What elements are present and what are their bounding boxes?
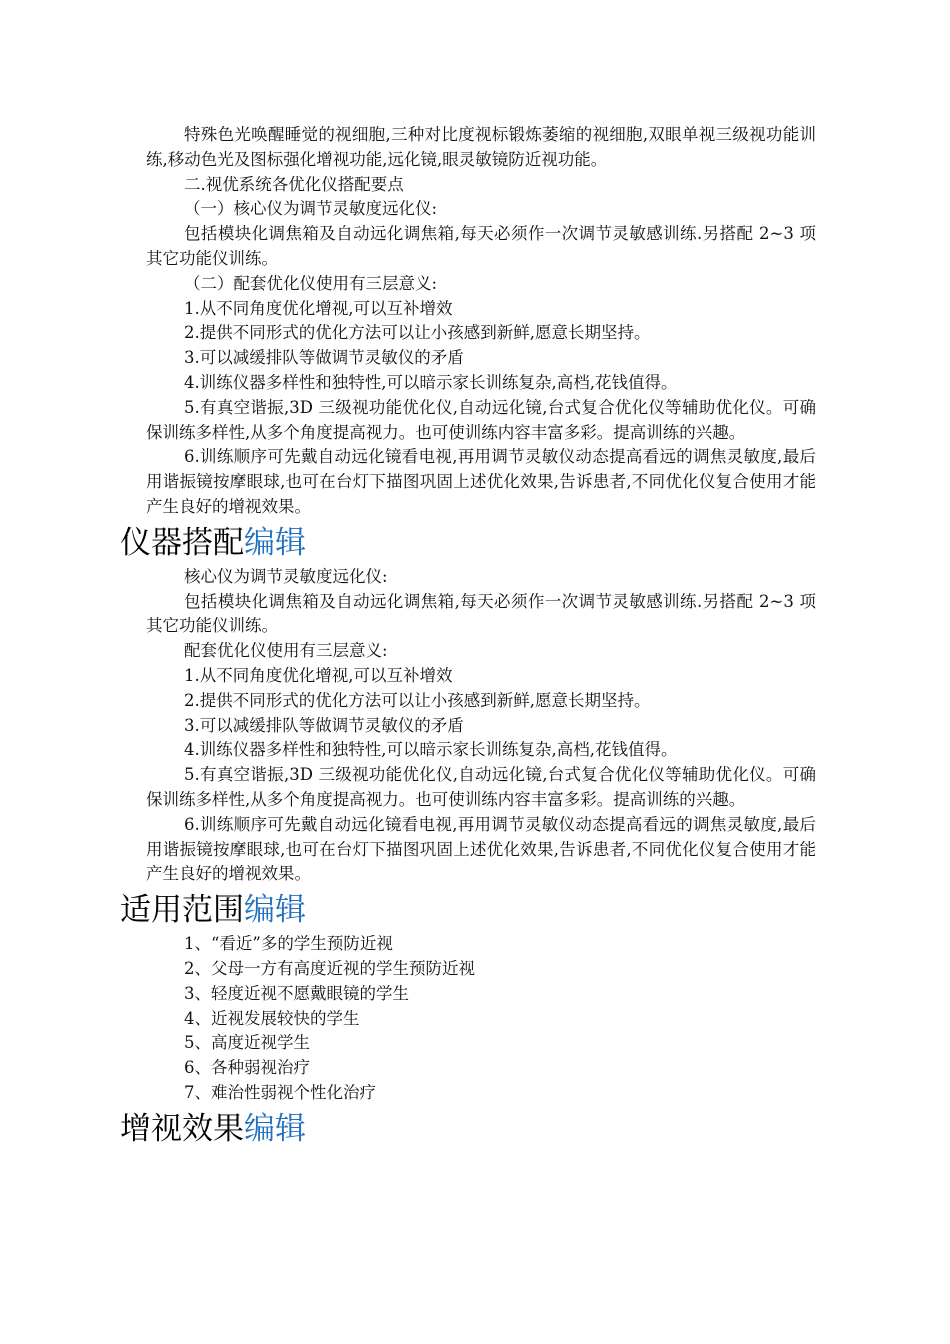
equipment-point: 6.训练顺序可先戴自动远化镜看电视,再用调节灵敏仪动态提高看远的调焦灵敏度,最后用谐振镜按摩眼球,也可在台灯下描图巩固上述优化效果,告诉患者,不同优化仪复合使用才能产生良好的增视效果。	[146, 814, 816, 884]
scope-item: 1、“看近”多的学生预防近视	[184, 934, 393, 954]
equipment-point: 4.训练仪器多样性和独特性,可以暗示家长训练复杂,高档,花钱值得。	[184, 740, 678, 760]
intro-item1-body: 包括模块化调焦箱及自动远化调焦箱,每天必须作一次调节灵敏感训练.另搭配 2~3 项其它功能仪训练。	[146, 224, 816, 268]
equipment-point: 3.可以减缓排队等做调节灵敏仪的矛盾	[184, 715, 464, 735]
document-content	[120, 123, 816, 1151]
edit-link[interactable]: 编辑	[244, 892, 306, 929]
scope-item: 3、轻度近视不愿戴眼镜的学生	[184, 983, 409, 1003]
intro-paragraph: 特殊色光唤醒睡觉的视细胞,三种对比度视标锻炼萎缩的视细胞,双眼单视三级视功能训练,移动色光及图标强化增视功能,远化镜,眼灵敏镜防近视功能。	[146, 125, 816, 169]
section-title: 仪器搭配	[120, 524, 244, 561]
intro-point: 2.提供不同形式的优化方法可以让小孩感到新鲜,愿意长期坚持。	[184, 323, 651, 343]
intro-point: 4.训练仪器多样性和独特性,可以暗示家长训练复杂,高档,花钱值得。	[184, 372, 678, 392]
section-heading-effect	[120, 1109, 790, 1149]
scope-item: 7、难治性弱视个性化治疗	[184, 1082, 376, 1102]
scope-item: 4、近视发展较快的学生	[184, 1008, 360, 1028]
intro-point: 3.可以减缓排队等做调节灵敏仪的矛盾	[184, 348, 464, 368]
edit-link[interactable]: 编辑	[244, 1110, 306, 1147]
edit-link[interactable]: 编辑	[244, 524, 306, 561]
section-title: 适用范围	[120, 892, 244, 929]
scope-item: 2、父母一方有高度近视的学生预防近视	[184, 958, 475, 978]
equipment-point: 2.提供不同形式的优化方法可以让小孩感到新鲜,愿意长期坚持。	[184, 690, 651, 710]
equipment-support-title: 配套优化仪使用有三层意义:	[184, 641, 388, 661]
intro-point: 5.有真空谐振,3D 三级视功能优化仪,自动远化镜,台式复合优化仪等辅助优化仪。可确保训练多样性,从多个角度提高视力。也可使训练内容丰富多彩。提高训练的兴趣。	[146, 397, 816, 442]
scope-item: 6、各种弱视治疗	[184, 1058, 310, 1078]
intro-point: 6.训练顺序可先戴自动远化镜看电视,再用调节灵敏仪动态提高看远的调焦灵敏度,最后用谐振镜按摩眼球,也可在台灯下描图巩固上述优化效果,告诉患者,不同优化仪复合使用才能产生良好的增视效果。	[146, 447, 816, 516]
section-title: 增视效果	[120, 1110, 244, 1147]
equipment-point: 1.从不同角度优化增视,可以互补增效	[184, 665, 453, 685]
equipment-point: 5.有真空谐振,3D 三级视功能优化仪,自动远化镜,台式复合优化仪等辅助优化仪。可确保训练多样性,从多个角度提高视力。也可使训练内容丰富多彩。提高训练的兴趣。	[146, 765, 816, 809]
equipment-core-title: 核心仪为调节灵敏度远化仪:	[184, 566, 388, 586]
equipment-core-body: 包括模块化调焦箱及自动远化调焦箱,每天必须作一次调节灵敏感训练.另搭配 2~3 项其它功能仪训练。	[146, 591, 816, 636]
intro-point: 1.从不同角度优化增视,可以互补增效	[184, 298, 453, 318]
scope-item: 5、高度近视学生	[184, 1033, 310, 1053]
section-heading-equipment	[120, 523, 790, 563]
section-heading-scope	[120, 890, 790, 930]
intro-subtitle: 二.视优系统各优化仪搭配要点	[184, 174, 404, 194]
intro-item1-title: （一）核心仪为调节灵敏度远化仪:	[184, 199, 438, 219]
intro-item2-title: （二）配套优化仪使用有三层意义:	[184, 273, 438, 293]
